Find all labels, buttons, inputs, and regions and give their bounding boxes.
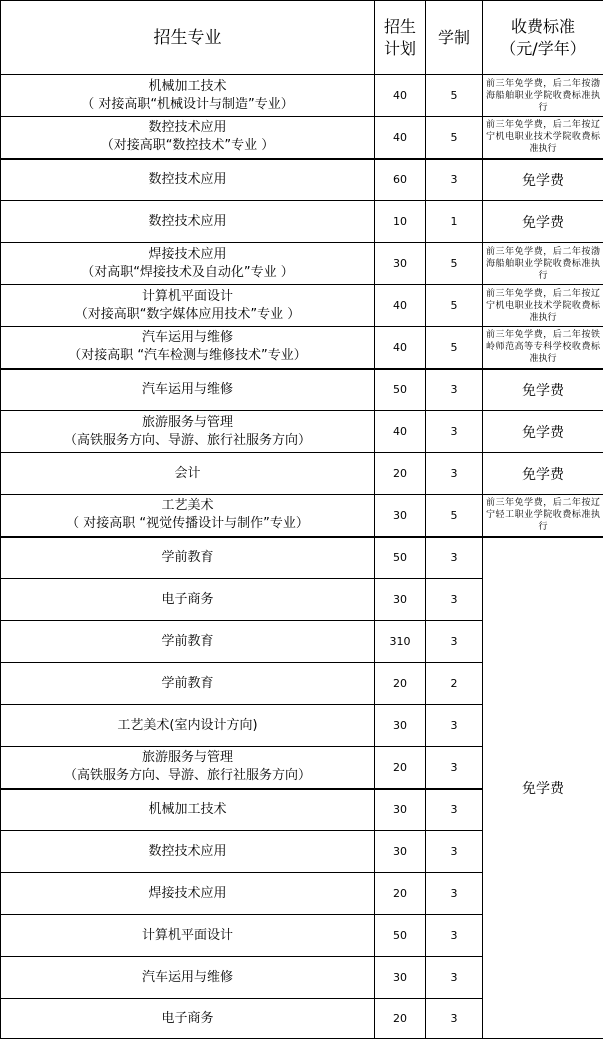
plan-cell: 50 bbox=[375, 537, 426, 579]
fee-cell-merged: 免学费 bbox=[483, 537, 603, 1039]
fee-cell: 前三年免学费，后二年按渤海船舶职业学院收费标准执行 bbox=[483, 75, 603, 117]
header-plan-line1: 招生 bbox=[383, 16, 416, 36]
major-cell bbox=[1, 411, 375, 453]
table-row bbox=[1, 117, 603, 159]
major-name: 计算机平面设计 bbox=[141, 927, 233, 943]
duration-cell: 3 bbox=[426, 621, 483, 663]
fee-cell: 前三年免学费，后二年按铁岭师范高等专科学校收费标准执行 bbox=[483, 327, 603, 369]
major-cell bbox=[1, 621, 375, 663]
major-name: 机械加工技术 bbox=[148, 801, 227, 817]
major-name: 工艺美术(室内设计方向) bbox=[117, 717, 258, 733]
duration-cell: 5 bbox=[426, 327, 483, 369]
duration-cell: 3 bbox=[426, 159, 483, 201]
duration-cell: 3 bbox=[426, 705, 483, 747]
major-cell bbox=[1, 579, 375, 621]
major-note: （ 对接高职 “视觉传播设计与制作”专业） bbox=[66, 516, 309, 532]
major-cell bbox=[1, 747, 375, 789]
major-cell bbox=[1, 243, 375, 285]
fee-cell: 免学费 bbox=[483, 201, 603, 243]
header-fee-line1: 收费标准 bbox=[510, 16, 575, 36]
major-cell bbox=[1, 75, 375, 117]
table-body bbox=[1, 75, 603, 1039]
major-name: 汽车运用与维修 bbox=[141, 330, 233, 346]
duration-cell: 3 bbox=[426, 873, 483, 915]
major-name: 机械加工技术 bbox=[148, 78, 227, 94]
plan-cell: 40 bbox=[375, 285, 426, 327]
fee-cell: 免学费 bbox=[483, 453, 603, 495]
major-cell bbox=[1, 537, 375, 579]
major-cell bbox=[1, 453, 375, 495]
duration-cell: 3 bbox=[426, 579, 483, 621]
plan-cell: 40 bbox=[375, 411, 426, 453]
major-cell bbox=[1, 201, 375, 243]
duration-cell: 2 bbox=[426, 663, 483, 705]
major-cell bbox=[1, 873, 375, 915]
major-note: （高铁服务方向、导游、旅行社服务方向） bbox=[63, 432, 311, 448]
major-cell bbox=[1, 789, 375, 831]
major-name: 数控技术应用 bbox=[148, 171, 227, 187]
plan-cell: 50 bbox=[375, 915, 426, 957]
major-cell bbox=[1, 285, 375, 327]
major-name: 学前教育 bbox=[161, 549, 214, 565]
major-name: 数控技术应用 bbox=[148, 213, 227, 229]
major-name: 学前教育 bbox=[161, 633, 214, 649]
plan-cell: 10 bbox=[375, 201, 426, 243]
major-name: 旅游服务与管理 bbox=[141, 750, 233, 766]
major-name: 数控技术应用 bbox=[148, 843, 227, 859]
duration-cell: 5 bbox=[426, 75, 483, 117]
major-note: （ 对接高职“机械设计与制造”专业） bbox=[81, 96, 294, 112]
major-name: 焊接技术应用 bbox=[148, 246, 227, 262]
major-name: 旅游服务与管理 bbox=[141, 414, 233, 430]
major-name: 汽车运用与维修 bbox=[141, 969, 233, 985]
duration-cell: 5 bbox=[426, 495, 483, 537]
table-row bbox=[1, 327, 603, 369]
table-row bbox=[1, 495, 603, 537]
plan-cell: 30 bbox=[375, 831, 426, 873]
fee-cell: 免学费 bbox=[483, 159, 603, 201]
major-cell bbox=[1, 159, 375, 201]
major-note: （对接高职 “汽车检测与维修技术”专业） bbox=[68, 348, 307, 364]
duration-cell: 3 bbox=[426, 537, 483, 579]
fee-cell: 免学费 bbox=[483, 369, 603, 411]
fee-cell: 前三年免学费，后二年按渤海船舶职业学院收费标准执行 bbox=[483, 243, 603, 285]
major-cell bbox=[1, 327, 375, 369]
duration-cell: 3 bbox=[426, 999, 483, 1039]
duration-cell: 3 bbox=[426, 369, 483, 411]
major-cell bbox=[1, 117, 375, 159]
major-name: 工艺美术 bbox=[161, 498, 214, 514]
plan-cell: 30 bbox=[375, 705, 426, 747]
major-name: 焊接技术应用 bbox=[148, 885, 227, 901]
plan-cell: 20 bbox=[375, 663, 426, 705]
duration-cell: 3 bbox=[426, 411, 483, 453]
plan-cell: 40 bbox=[375, 75, 426, 117]
duration-cell: 5 bbox=[426, 285, 483, 327]
major-cell bbox=[1, 705, 375, 747]
plan-cell: 20 bbox=[375, 873, 426, 915]
plan-cell: 60 bbox=[375, 159, 426, 201]
major-name: 电子商务 bbox=[161, 591, 214, 607]
duration-cell: 3 bbox=[426, 747, 483, 789]
plan-cell: 30 bbox=[375, 957, 426, 999]
plan-cell: 30 bbox=[375, 495, 426, 537]
major-note: （高铁服务方向、导游、旅行社服务方向） bbox=[63, 768, 311, 784]
duration-cell: 3 bbox=[426, 831, 483, 873]
duration-cell: 1 bbox=[426, 201, 483, 243]
major-note: （对接高职“数字媒体应用技术”专业 ） bbox=[74, 306, 301, 322]
plan-cell: 310 bbox=[375, 621, 426, 663]
header-plan bbox=[375, 1, 426, 75]
major-name: 数控技术应用 bbox=[148, 120, 227, 136]
plan-cell: 30 bbox=[375, 579, 426, 621]
table-row bbox=[1, 159, 603, 201]
header-major: 招生专业 bbox=[1, 1, 375, 75]
major-cell bbox=[1, 831, 375, 873]
header-plan-line2: 计划 bbox=[383, 38, 416, 58]
major-note: （对高职“焊接技术及自动化”专业 ） bbox=[81, 264, 294, 280]
duration-cell: 5 bbox=[426, 243, 483, 285]
major-cell bbox=[1, 957, 375, 999]
fee-cell: 前三年免学费，后二年按辽宁机电职业技术学院收费标准执行 bbox=[483, 285, 603, 327]
duration-cell: 3 bbox=[426, 957, 483, 999]
duration-cell: 3 bbox=[426, 453, 483, 495]
plan-cell: 20 bbox=[375, 999, 426, 1039]
plan-cell: 30 bbox=[375, 789, 426, 831]
table-row bbox=[1, 285, 603, 327]
header-duration: 学制 bbox=[426, 1, 483, 75]
major-cell bbox=[1, 369, 375, 411]
duration-cell: 3 bbox=[426, 915, 483, 957]
major-name: 计算机平面设计 bbox=[141, 288, 233, 304]
major-cell bbox=[1, 999, 375, 1039]
table-row bbox=[1, 201, 603, 243]
fee-cell: 免学费 bbox=[483, 411, 603, 453]
plan-cell: 20 bbox=[375, 453, 426, 495]
fee-cell: 前三年免学费，后二年按辽宁机电职业技术学院收费标准执行 bbox=[483, 117, 603, 159]
table-row bbox=[1, 411, 603, 453]
duration-cell: 3 bbox=[426, 789, 483, 831]
major-name: 会计 bbox=[174, 465, 201, 481]
table-row bbox=[1, 453, 603, 495]
table-row bbox=[1, 369, 603, 411]
table-row bbox=[1, 75, 603, 117]
major-cell bbox=[1, 495, 375, 537]
fee-cell: 前三年免学费，后二年按辽宁轻工职业学院收费标准执行 bbox=[483, 495, 603, 537]
header-fee bbox=[483, 1, 603, 75]
table-row bbox=[1, 537, 603, 579]
duration-cell: 5 bbox=[426, 117, 483, 159]
major-note: （对接高职“数控技术”专业 ） bbox=[100, 138, 275, 154]
header-row bbox=[1, 1, 603, 75]
major-cell bbox=[1, 915, 375, 957]
major-cell bbox=[1, 663, 375, 705]
plan-cell: 50 bbox=[375, 369, 426, 411]
plan-cell: 40 bbox=[375, 327, 426, 369]
major-name: 学前教育 bbox=[161, 675, 214, 691]
major-name: 电子商务 bbox=[161, 1010, 214, 1026]
plan-cell: 30 bbox=[375, 243, 426, 285]
plan-cell: 40 bbox=[375, 117, 426, 159]
plan-cell: 20 bbox=[375, 747, 426, 789]
table-row bbox=[1, 243, 603, 285]
major-name: 汽车运用与维修 bbox=[141, 381, 233, 397]
header-fee-line2: （元/学年） bbox=[500, 38, 586, 58]
